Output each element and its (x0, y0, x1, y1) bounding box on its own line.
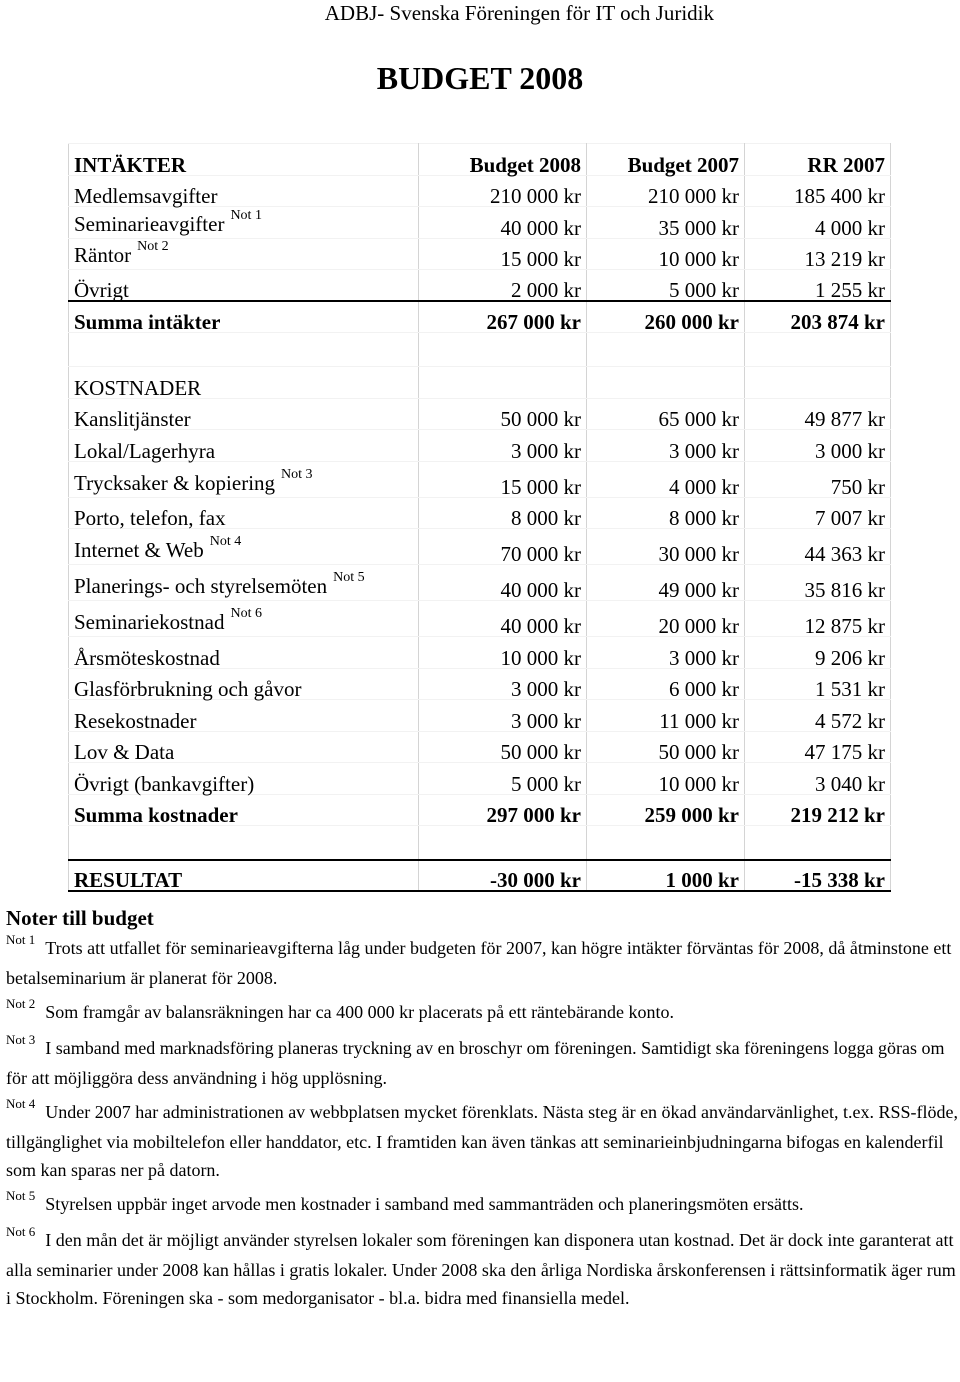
row-label (69, 668, 419, 700)
budget-2008-value: -30 000 kr (419, 860, 587, 892)
rr-2007-value: 3 040 kr (745, 763, 891, 795)
note-item (6, 1190, 958, 1220)
budget-2008-value: 15 000 kr (419, 238, 587, 270)
row-label (69, 238, 419, 270)
row-label-text: Övrigt (bankavgifter) (74, 771, 255, 796)
rr-2007-value: 49 877 kr (745, 398, 891, 430)
column-header-rr-2007: RR 2007 (745, 144, 891, 176)
note-item (6, 1098, 958, 1184)
budget-2007-value: 3 000 kr (587, 430, 745, 462)
row-label-text: Årsmöteskostnad (74, 645, 220, 670)
spacer-row (69, 826, 891, 860)
budget-2007-value: 210 000 kr (587, 175, 745, 207)
row-label (69, 731, 419, 763)
table-row (69, 637, 891, 669)
row-label (69, 430, 419, 462)
row-label (69, 601, 419, 637)
table-row (69, 430, 891, 462)
budget-2007-value: 11 000 kr (587, 700, 745, 732)
budget-2007-value: 49 000 kr (587, 565, 745, 601)
income-total-label: Summa intäkter (69, 301, 419, 333)
note-text: Under 2007 har administrationen av webbplatsen mycket förenklats. Nästa steg är en ökad användarvänlighet, t.ex. RSS-flöde, tillgänglighet via mobiltelefon eller handdator, etc. I framtiden kan även tänkas att seminarieinbjudningarna bifogas en kalenderfil som kan sparas ner på datorn. (6, 1102, 958, 1180)
table-row (69, 529, 891, 565)
note-reference: Not 4 (209, 534, 242, 549)
table-row (69, 270, 891, 302)
note-tag: Not 5 (6, 1188, 36, 1203)
row-label (69, 529, 419, 565)
table-row (69, 700, 891, 732)
row-label-text: Glasförbrukning och gåvor (74, 677, 302, 701)
budget-2007-value: 10 000 kr (587, 763, 745, 795)
row-label-text: Lokal/Lagerhyra (74, 438, 216, 463)
rr-2007-value: 4 000 kr (745, 207, 891, 239)
budget-2008-value: 40 000 kr (419, 601, 587, 637)
costs-heading: KOSTNADER (69, 367, 419, 399)
row-label-text: Medlemsavgifter (74, 184, 218, 208)
note-text: I samband med marknadsföring planeras tryckning av en broschyr om föreningen. Samtidigt ska föreningens logga göras om för att möjliggöra dess användning i hög upplösning. (6, 1038, 945, 1088)
note-tag: Not 1 (6, 932, 36, 947)
budget-2008-value: 3 000 kr (419, 700, 587, 732)
row-label-text: Seminariekostnad (74, 610, 225, 634)
row-label-text: Internet & Web (74, 538, 204, 562)
budget-2008-value: 10 000 kr (419, 637, 587, 669)
income-header-row (69, 144, 891, 176)
budget-2008-value: 70 000 kr (419, 529, 587, 565)
empty-cell (419, 826, 587, 860)
rr-2007-value: 1 531 kr (745, 668, 891, 700)
costs-total-label: Summa kostnader (69, 794, 419, 826)
budget-2008-value: 5 000 kr (419, 763, 587, 795)
row-label (69, 497, 419, 529)
row-label-text: Lov & Data (74, 740, 175, 764)
row-label (69, 207, 419, 239)
budget-2008-value: 3 000 kr (419, 668, 587, 700)
note-tag: Not 3 (6, 1032, 36, 1047)
table-row (69, 175, 891, 207)
rr-2007-value: 4 572 kr (745, 700, 891, 732)
budget-2008-value: 40 000 kr (419, 565, 587, 601)
table-row (69, 461, 891, 497)
empty-cell (69, 826, 419, 860)
rr-2007-value: 7 007 kr (745, 497, 891, 529)
row-label-text: Trycksaker & kopiering (74, 470, 276, 495)
note-tag: Not 4 (6, 1096, 36, 1111)
note-reference: Not 6 (230, 606, 262, 621)
empty-cell (419, 333, 587, 367)
table-row (69, 207, 891, 239)
table-row (69, 398, 891, 430)
budget-2008-value: 3 000 kr (419, 430, 587, 462)
note-tag: Not 2 (6, 996, 36, 1011)
table-row (69, 601, 891, 637)
row-label (69, 700, 419, 732)
table-row (69, 565, 891, 601)
note-reference: Not 5 (333, 570, 365, 585)
row-label (69, 175, 419, 207)
row-label-text: Resekostnader (74, 708, 197, 733)
row-label (69, 270, 419, 302)
rr-2007-value: -15 338 kr (745, 860, 891, 892)
budget-2008-value: 40 000 kr (419, 207, 587, 239)
rr-2007-value: 219 212 kr (745, 794, 891, 826)
column-header-budget-2007: Budget 2007 (587, 144, 745, 176)
rr-2007-value: 185 400 kr (745, 175, 891, 207)
note-tag: Not 6 (6, 1224, 36, 1239)
budget-2008-value: 50 000 kr (419, 731, 587, 763)
rr-2007-value: 12 875 kr (745, 601, 891, 637)
note-item (6, 934, 958, 992)
row-label-text: Övrigt (74, 278, 129, 302)
organization-header: ADBJ- Svenska Föreningen för IT och Juridik (324, 1, 714, 25)
notes-list (6, 934, 958, 1312)
budget-2008-value: 8 000 kr (419, 497, 587, 529)
empty-cell (745, 367, 891, 399)
rr-2007-value: 3 000 kr (745, 430, 891, 462)
budget-2007-value: 8 000 kr (587, 497, 745, 529)
budget-2007-value: 1 000 kr (587, 860, 745, 892)
rr-2007-value: 750 kr (745, 461, 891, 497)
budget-2008-value: 15 000 kr (419, 461, 587, 497)
rr-2007-value: 9 206 kr (745, 637, 891, 669)
budget-2007-value: 20 000 kr (587, 601, 745, 637)
rr-2007-value: 13 219 kr (745, 238, 891, 270)
note-text: I den mån det är möjligt använder styrelsen lokaler som föreningen kan disponera utan kostnad. Det är dock inte garanterat att alla seminarier under 2008 kan hållas i gratis lokaler. Under 2008 ska den årliga Nordiska årskonferensen i rättsinformatik äger rum i Stockholm. Föreningen ska - som medorganisator - bl.a. bidra med finansiella medel. (6, 1230, 956, 1308)
empty-cell (745, 333, 891, 367)
costs-header-row (69, 367, 891, 399)
column-header-budget-2008: Budget 2008 (419, 144, 587, 176)
note-reference: Not 3 (281, 466, 313, 482)
table-row (69, 238, 891, 270)
budget-2007-value: 5 000 kr (587, 270, 745, 302)
rr-2007-value: 1 255 kr (745, 270, 891, 302)
row-label (69, 637, 419, 669)
table-row (69, 763, 891, 795)
note-item (6, 1034, 958, 1092)
row-label (69, 398, 419, 430)
income-total-row (69, 301, 891, 333)
note-text: Som framgår av balansräkningen har ca 400 000 kr placerats på ett räntebärande konto. (45, 1002, 675, 1022)
note-item (6, 998, 958, 1028)
budget-2007-value: 50 000 kr (587, 731, 745, 763)
costs-total-row (69, 794, 891, 826)
budget-2008-value: 297 000 kr (419, 794, 587, 826)
note-reference: Not 1 (230, 207, 262, 223)
spacer-row (69, 333, 891, 367)
rr-2007-value: 35 816 kr (745, 565, 891, 601)
table-row (69, 668, 891, 700)
note-item (6, 1226, 958, 1312)
budget-2007-value: 6 000 kr (587, 668, 745, 700)
row-label-text: Seminarieavgifter (74, 211, 225, 236)
row-label-text: Porto, telefon, fax (74, 506, 226, 530)
row-label (69, 565, 419, 601)
budget-2007-value: 35 000 kr (587, 207, 745, 239)
empty-cell (587, 367, 745, 399)
note-reference: Not 2 (137, 239, 169, 254)
budget-notes (6, 904, 958, 1318)
budget-2008-value: 50 000 kr (419, 398, 587, 430)
budget-2007-value: 65 000 kr (587, 398, 745, 430)
row-label-text: Kanslitjänster (74, 407, 191, 431)
empty-cell (587, 333, 745, 367)
budget-2008-value: 210 000 kr (419, 175, 587, 207)
result-row (69, 860, 891, 892)
budget-2008-value: 267 000 kr (419, 301, 587, 333)
rr-2007-value: 203 874 kr (745, 301, 891, 333)
rr-2007-value: 44 363 kr (745, 529, 891, 565)
income-heading: INTÄKTER (69, 144, 419, 176)
budget-2008-value: 2 000 kr (419, 270, 587, 302)
empty-cell (745, 826, 891, 860)
budget-table (68, 143, 891, 892)
row-label-text: Räntor (74, 243, 132, 267)
row-label (69, 763, 419, 795)
rr-2007-value: 47 175 kr (745, 731, 891, 763)
empty-cell (419, 367, 587, 399)
budget-2007-value: 4 000 kr (587, 461, 745, 497)
budget-2007-value: 3 000 kr (587, 637, 745, 669)
empty-cell (69, 333, 419, 367)
budget-2007-value: 10 000 kr (587, 238, 745, 270)
budget-2007-value: 30 000 kr (587, 529, 745, 565)
empty-cell (587, 826, 745, 860)
table-row (69, 497, 891, 529)
note-text: Styrelsen uppbär inget arvode men kostnader i samband med sammanträden och planeringsmöten ersätts. (45, 1194, 804, 1214)
row-label (69, 461, 419, 497)
page-title: BUDGET 2008 (376, 60, 584, 96)
table-row (69, 731, 891, 763)
note-text: Trots att utfallet för seminarieavgifterna låg under budgeten för 2007, kan högre intäkter förväntas för 2008, då åtminstone ett betalseminarium är planerat för 2008. (6, 938, 952, 988)
budget-2007-value: 259 000 kr (587, 794, 745, 826)
budget-2007-value: 260 000 kr (587, 301, 745, 333)
notes-title: Noter till budget (6, 906, 154, 930)
row-label-text: Planerings- och styrelsemöten (74, 574, 328, 598)
result-label: RESULTAT (69, 860, 419, 892)
